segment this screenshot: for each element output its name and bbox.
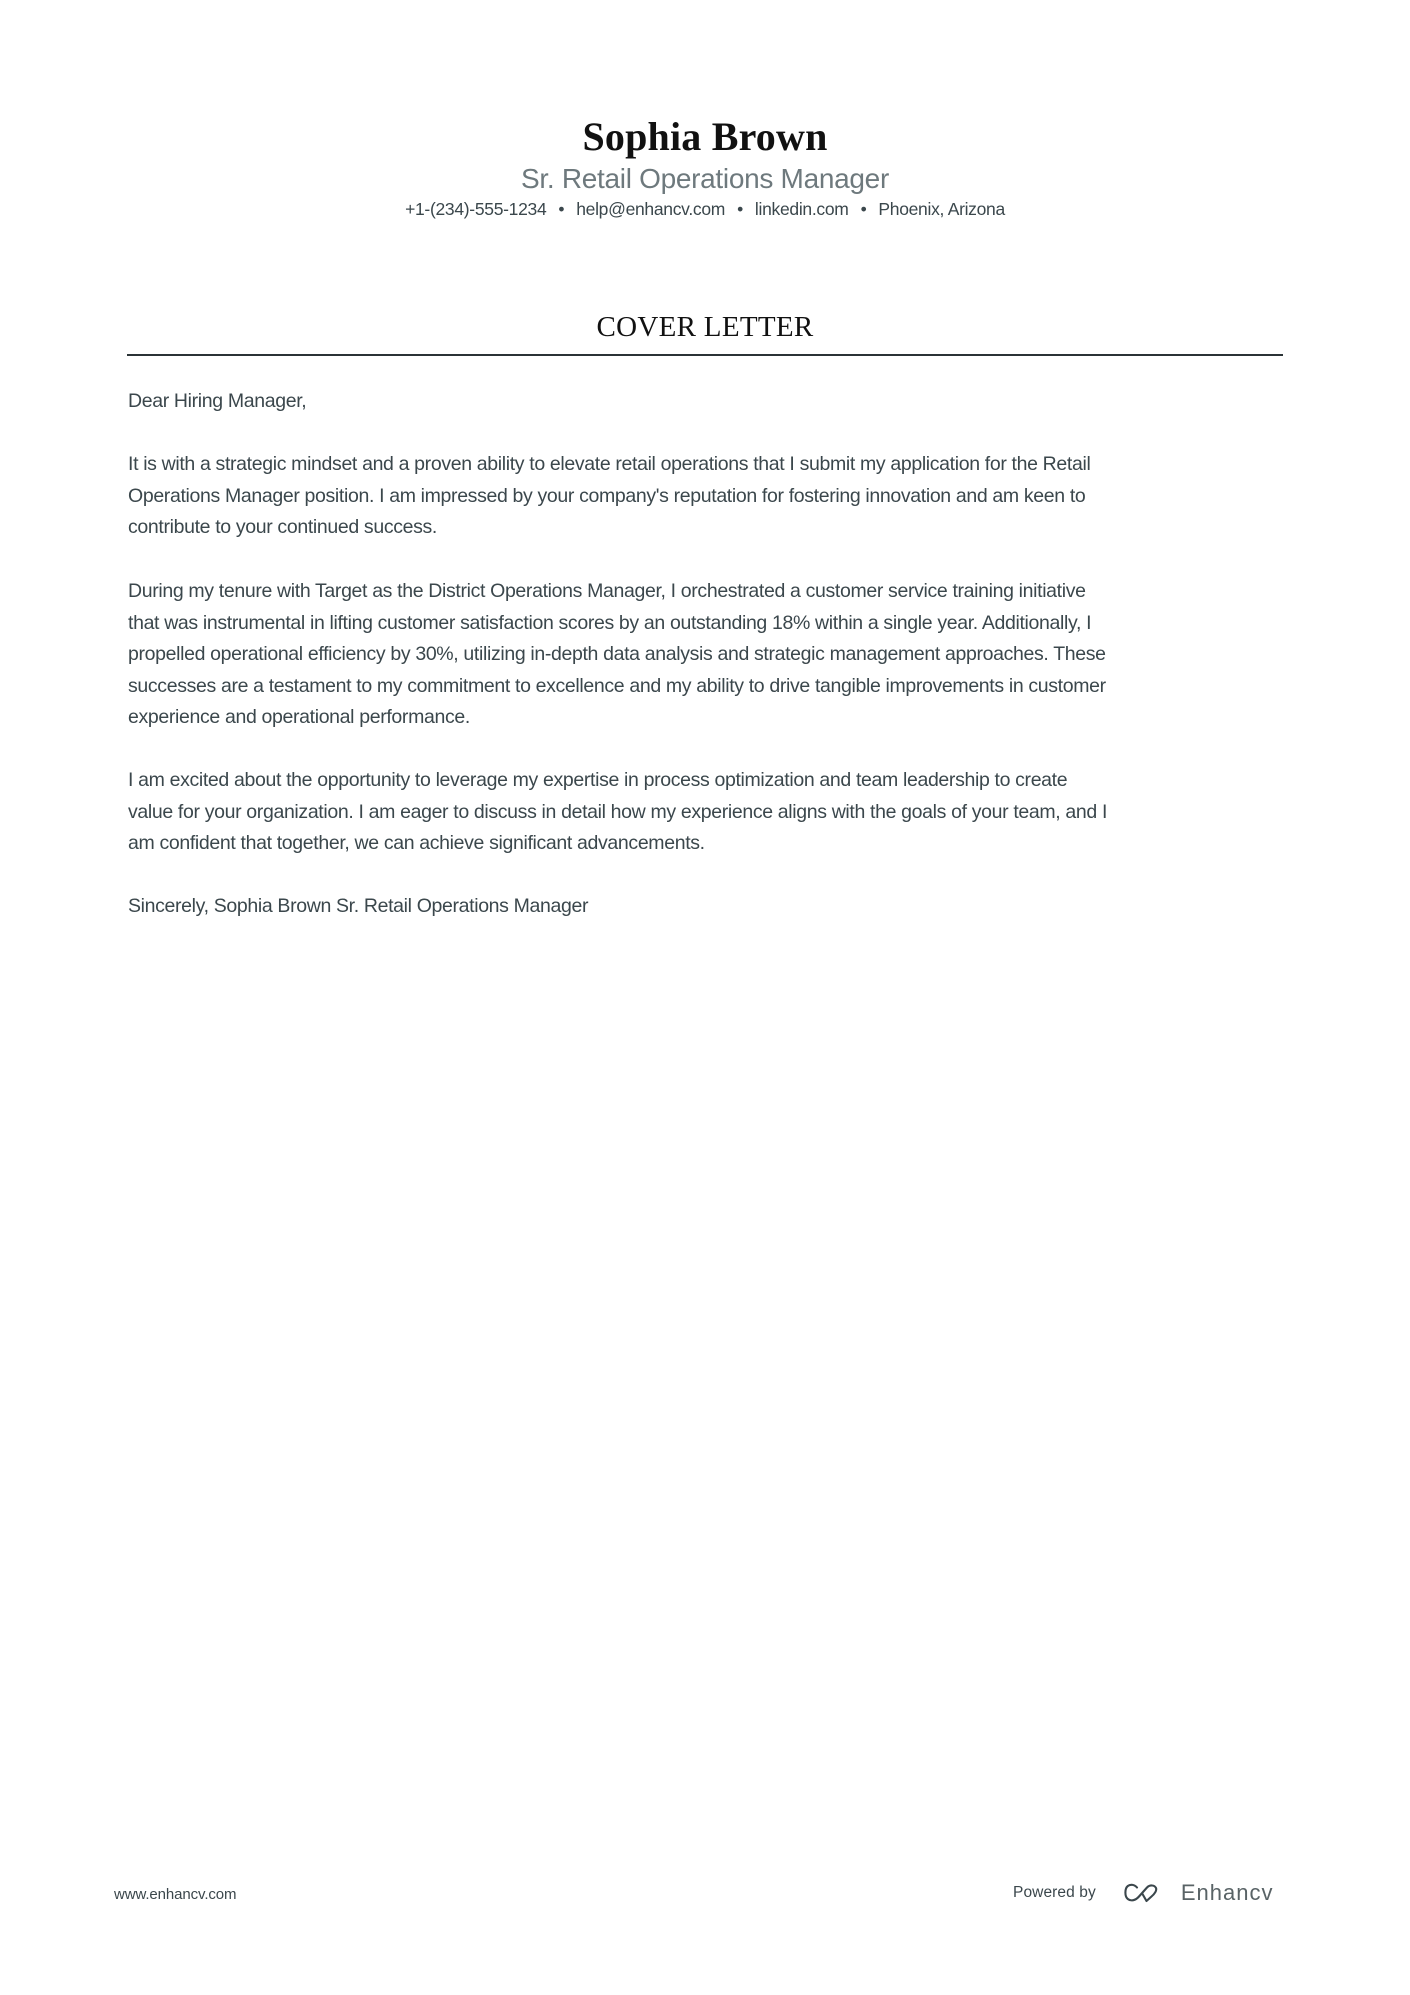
signoff bbox=[128, 891, 1288, 923]
candidate-name: Sophia Brown bbox=[582, 114, 828, 159]
paragraph-line: successes are a testament to my commitment to excellence and my ability to drive tangible improvements in customer bbox=[128, 674, 1106, 697]
paragraph-line: I am excited about the opportunity to leverage my expertise in process optimization and team leadership to create bbox=[128, 769, 1068, 791]
paragraph-line: experience and operational performance. bbox=[128, 706, 470, 729]
salutation-text: Dear Hiring Manager, bbox=[128, 390, 307, 412]
separator-dot-icon: • bbox=[860, 199, 867, 219]
candidate-title: Sr. Retail Operations Manager bbox=[521, 163, 889, 194]
enhancv-brand-name: Enhancv bbox=[1180, 1880, 1274, 1905]
powered-by-enhancv[interactable] bbox=[1013, 1880, 1273, 1906]
paragraph-line: am confident that together, we can achieve significant advancements. bbox=[128, 832, 705, 855]
paragraph-3 bbox=[128, 765, 1288, 860]
paragraph-line: that was instrumental in lifting customer satisfaction scores by an outstanding 18% within a single year. Additionally, I bbox=[128, 611, 1092, 634]
contact-location: Phoenix, Arizona bbox=[878, 199, 1005, 219]
separator-dot-icon: • bbox=[737, 199, 743, 219]
paragraph-2 bbox=[128, 576, 1288, 734]
salutation bbox=[128, 386, 1288, 418]
section-divider bbox=[127, 354, 1283, 356]
contact-email[interactable]: help@enhancv.com bbox=[576, 199, 726, 219]
paragraph-line: Operations Manager position. I am impressed by your company's reputation for fostering innovation and am keen to bbox=[128, 484, 1086, 507]
paragraph-line: contribute to your continued success. bbox=[128, 516, 437, 539]
paragraph-line: propelled operational efficiency by 30%, utilizing in-depth data analysis and strategic management approaches. These bbox=[128, 643, 1106, 666]
paragraph-line: During my tenure with Target as the District Operations Manager, I orchestrated a customer service training initiative bbox=[128, 580, 1086, 602]
contact-line bbox=[0, 198, 1410, 220]
paragraph-1 bbox=[128, 449, 1288, 544]
separator-dot-icon: • bbox=[558, 199, 565, 219]
powered-by-label: Powered by bbox=[1013, 1884, 1096, 1901]
paragraph-line: It is with a strategic mindset and a proven ability to elevate retail operations that I submit my application for the Retail bbox=[128, 453, 1091, 475]
footer-website-link[interactable]: www.enhancv.com bbox=[114, 1886, 237, 1903]
contact-linkedin[interactable]: linkedin.com bbox=[754, 199, 849, 219]
contact-phone: +1-(234)-555-1234 bbox=[405, 199, 547, 219]
signoff-text: Sincerely, Sophia Brown Sr. Retail Operations Manager bbox=[128, 895, 589, 917]
section-title: COVER LETTER bbox=[596, 311, 814, 343]
enhancv-logo-icon bbox=[1123, 1882, 1169, 1904]
paragraph-line: value for your organization. I am eager to discuss in detail how my experience aligns with the goals of your team, and I bbox=[128, 800, 1108, 823]
